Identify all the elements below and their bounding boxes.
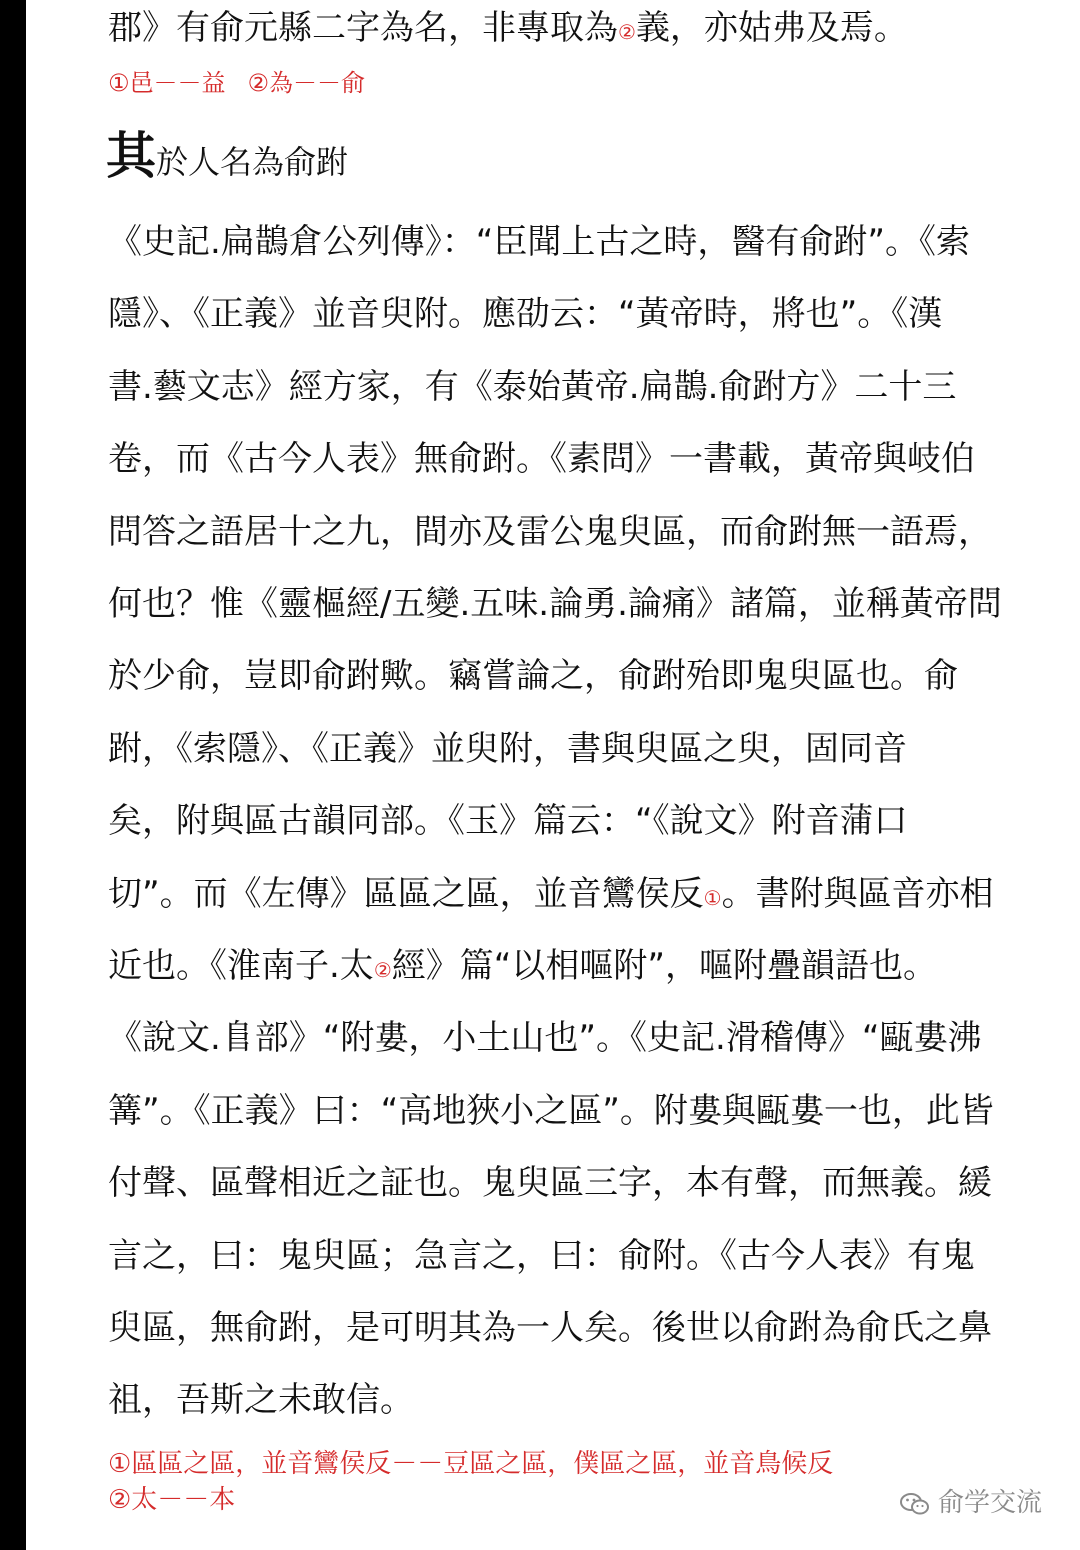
heading-rest: 於人名為俞跗 bbox=[156, 143, 349, 181]
body-line: 《史記.扁鵲倉公列傳》：“臣聞上古之時，醫有俞跗”。《索 bbox=[108, 222, 971, 262]
watermark bbox=[900, 1482, 1042, 1519]
body-line: 臾區，無俞跗，是可明其為一人矣。後世以俞跗為俞氏之鼻 bbox=[108, 1308, 992, 1348]
body-line: 付聲、區聲相近之証也。鬼臾區三字，本有聲，而無義。緩 bbox=[108, 1163, 992, 1204]
body-line: 祖，吾斯之未敢信。 bbox=[108, 1380, 414, 1421]
body-line: 篝”。《正義》曰：“高地狹小之區”。附婁與甌婁一也，此皆 bbox=[108, 1090, 994, 1131]
body-line: 書.藝文志》經方家，有《泰始黃帝.扁鵲.俞跗方》二十三 bbox=[108, 366, 957, 407]
footnote-marker: ② bbox=[373, 958, 392, 982]
bottom-notes bbox=[108, 1446, 833, 1518]
footnote-marker: ① bbox=[703, 885, 722, 910]
body-line: 問答之語居十之九，間亦及雷公鬼臾區，而俞跗無一語焉， bbox=[108, 511, 992, 552]
body-line: 隱》、《正義》並音臾附。應劭云：“黃帝時，將也”。《漢 bbox=[108, 294, 943, 335]
body-line: 近也。《淮南子.太②經》篇“以相嘔附”，嘔附疊韻語也。 bbox=[108, 946, 937, 986]
bottom-note-1: ①區區之區，並音鸞侯反－－豆區之區，僕區之區，並音鳥候反 bbox=[108, 1449, 834, 1479]
body-line: 《說文.𨸏部》“附婁，小土山也”。《史記.滑稽傳》“甌婁沸 bbox=[108, 1018, 982, 1059]
body-line: 切”。而《左傳》區區之區，並音鸞侯反①。書附與區音亦相 bbox=[108, 873, 994, 914]
top-notes bbox=[108, 68, 365, 98]
body-line: 卷，而《古今人表》無俞跗。《素問》一書載，黃帝與岐伯 bbox=[108, 439, 975, 480]
bottom-note-2: ②太－－本 bbox=[108, 1485, 236, 1515]
top-note-2: ②為－－俞 bbox=[247, 69, 366, 97]
body-line: 何也？惟《靈樞經/五變.五味.論勇.論痛》諸篇，並稱黃帝問 bbox=[108, 584, 1002, 624]
body-line: 於少俞，豈即俞跗歟。竊嘗論之，俞跗殆即鬼臾區也。俞 bbox=[108, 656, 958, 697]
top-text-line: 郡》有俞元縣二字為名，非專取為②義，亦姑弗及焉。 bbox=[108, 8, 908, 48]
body-line: 矣，附與區古韻同部。《玉》篇云：“《說文》附音蒲口 bbox=[108, 801, 908, 842]
body-line: 言之，曰：鬼臾區；急言之，曰：俞附。《古今人表》有鬼 bbox=[108, 1235, 975, 1276]
heading-big-char: 其 bbox=[106, 127, 156, 185]
document-page bbox=[26, 0, 1080, 1550]
section-heading bbox=[106, 126, 348, 192]
wechat-icon bbox=[900, 1492, 930, 1516]
body-line: 跗，《索隱》、《正義》並臾附，書與臾區之臾，固同音 bbox=[108, 728, 907, 769]
top-note-1: ①邑－－益 bbox=[108, 69, 226, 97]
watermark-text: 俞学交流 bbox=[937, 1488, 1042, 1518]
footnote-marker: ② bbox=[618, 20, 636, 44]
